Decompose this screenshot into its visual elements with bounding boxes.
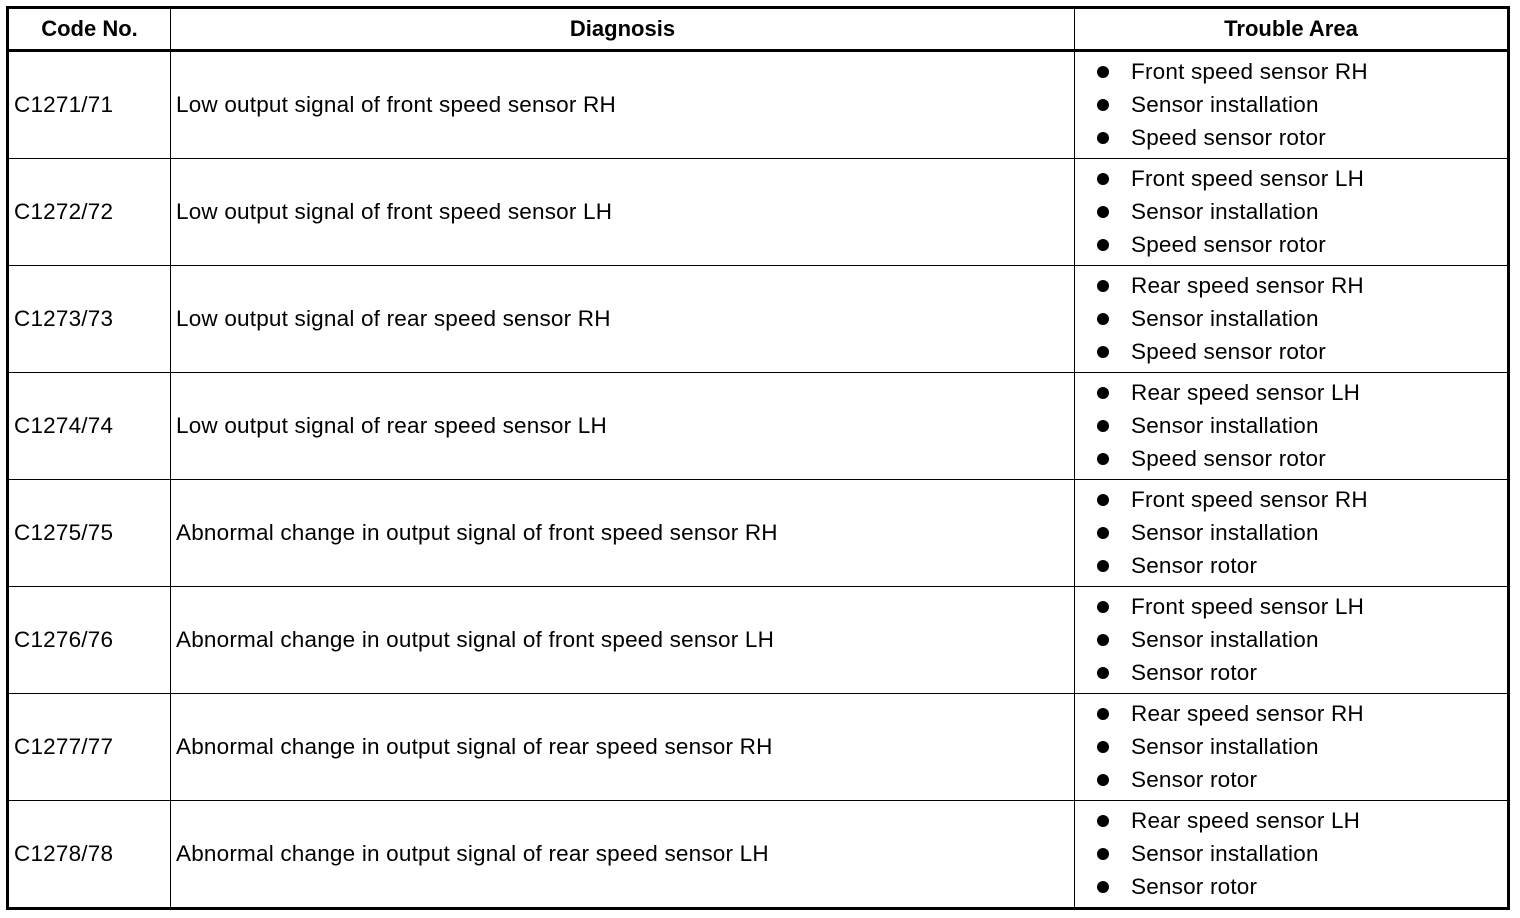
- trouble-area-list: [1097, 698, 1507, 797]
- bullet-icon: [1097, 527, 1109, 539]
- list-item: [1097, 122, 1507, 155]
- bullet-icon: [1097, 387, 1109, 399]
- trouble-area-label: Speed sensor rotor: [1131, 339, 1326, 364]
- table-row: [8, 51, 1509, 159]
- list-item: [1097, 196, 1507, 229]
- trouble-area-label: Sensor rotor: [1131, 874, 1258, 899]
- trouble-area-label: Front speed sensor RH: [1131, 487, 1368, 512]
- bullet-icon: [1097, 280, 1109, 292]
- trouble-area-label: Speed sensor rotor: [1131, 446, 1326, 471]
- list-item: [1097, 550, 1507, 583]
- trouble-area-label: Front speed sensor RH: [1131, 59, 1368, 84]
- code-cell: C1275/75: [8, 480, 171, 587]
- list-item: [1097, 731, 1507, 764]
- list-item: [1097, 591, 1507, 624]
- trouble-area-label: Rear speed sensor LH: [1131, 380, 1361, 405]
- bullet-icon: [1097, 848, 1109, 860]
- bullet-icon: [1097, 741, 1109, 753]
- header-diagnosis: Diagnosis: [171, 8, 1075, 51]
- code-cell: C1278/78: [8, 801, 171, 909]
- bullet-icon: [1097, 560, 1109, 572]
- trouble-area-cell: [1075, 159, 1509, 266]
- bullet-icon: [1097, 634, 1109, 646]
- list-item: [1097, 336, 1507, 369]
- trouble-area-label: Front speed sensor LH: [1131, 166, 1365, 191]
- list-item: [1097, 270, 1507, 303]
- bullet-icon: [1097, 494, 1109, 506]
- trouble-area-label: Sensor rotor: [1131, 553, 1258, 578]
- trouble-area-cell: [1075, 480, 1509, 587]
- code-cell: C1277/77: [8, 694, 171, 801]
- list-item: [1097, 229, 1507, 262]
- list-item: [1097, 624, 1507, 657]
- bullet-icon: [1097, 239, 1109, 251]
- trouble-area-label: Sensor installation: [1131, 199, 1319, 224]
- bullet-icon: [1097, 708, 1109, 720]
- bullet-icon: [1097, 206, 1109, 218]
- code-cell: C1276/76: [8, 587, 171, 694]
- list-item: [1097, 698, 1507, 731]
- bullet-icon: [1097, 453, 1109, 465]
- trouble-area-label: Speed sensor rotor: [1131, 232, 1326, 257]
- trouble-area-list: [1097, 591, 1507, 690]
- table-row: [8, 801, 1509, 909]
- trouble-area-cell: [1075, 51, 1509, 159]
- list-item: [1097, 377, 1507, 410]
- header-row: [8, 8, 1509, 51]
- trouble-area-label: Rear speed sensor LH: [1131, 808, 1361, 833]
- bullet-icon: [1097, 99, 1109, 111]
- trouble-area-label: Front speed sensor LH: [1131, 594, 1365, 619]
- diagnosis-cell: Low output signal of rear speed sensor RH: [171, 266, 1075, 373]
- trouble-area-label: Sensor installation: [1131, 413, 1319, 438]
- list-item: [1097, 484, 1507, 517]
- bullet-icon: [1097, 815, 1109, 827]
- table-row: [8, 587, 1509, 694]
- header-trouble-area: Trouble Area: [1075, 8, 1509, 51]
- code-cell: C1272/72: [8, 159, 171, 266]
- bullet-icon: [1097, 346, 1109, 358]
- code-cell: C1274/74: [8, 373, 171, 480]
- diagnosis-cell: Abnormal change in output signal of rear speed sensor RH: [171, 694, 1075, 801]
- bullet-icon: [1097, 420, 1109, 432]
- bullet-icon: [1097, 173, 1109, 185]
- list-item: [1097, 89, 1507, 122]
- trouble-area-label: Sensor installation: [1131, 92, 1319, 117]
- bullet-icon: [1097, 774, 1109, 786]
- list-item: [1097, 657, 1507, 690]
- diagnosis-cell: Abnormal change in output signal of front speed sensor RH: [171, 480, 1075, 587]
- table-body: [8, 51, 1509, 909]
- bullet-icon: [1097, 132, 1109, 144]
- trouble-area-label: Sensor installation: [1131, 306, 1319, 331]
- table-row: [8, 694, 1509, 801]
- table-row: [8, 266, 1509, 373]
- trouble-area-cell: [1075, 694, 1509, 801]
- table-row: [8, 159, 1509, 266]
- list-item: [1097, 838, 1507, 871]
- dtc-table: [6, 6, 1510, 910]
- trouble-area-label: Sensor installation: [1131, 841, 1319, 866]
- header-code: Code No.: [8, 8, 171, 51]
- bullet-icon: [1097, 601, 1109, 613]
- diagnosis-cell: Abnormal change in output signal of front speed sensor LH: [171, 587, 1075, 694]
- bullet-icon: [1097, 313, 1109, 325]
- trouble-area-label: Rear speed sensor RH: [1131, 701, 1364, 726]
- bullet-icon: [1097, 66, 1109, 78]
- diagnosis-cell: Low output signal of rear speed sensor LH: [171, 373, 1075, 480]
- table-row: [8, 480, 1509, 587]
- trouble-area-cell: [1075, 587, 1509, 694]
- trouble-area-list: [1097, 377, 1507, 476]
- list-item: [1097, 764, 1507, 797]
- bullet-icon: [1097, 667, 1109, 679]
- list-item: [1097, 410, 1507, 443]
- trouble-area-cell: [1075, 373, 1509, 480]
- trouble-area-label: Sensor installation: [1131, 520, 1319, 545]
- trouble-area-label: Sensor installation: [1131, 734, 1319, 759]
- table-row: [8, 373, 1509, 480]
- code-cell: C1273/73: [8, 266, 171, 373]
- diagnosis-cell: Abnormal change in output signal of rear speed sensor LH: [171, 801, 1075, 909]
- trouble-area-list: [1097, 163, 1507, 262]
- trouble-area-cell: [1075, 801, 1509, 909]
- list-item: [1097, 805, 1507, 838]
- list-item: [1097, 517, 1507, 550]
- trouble-area-cell: [1075, 266, 1509, 373]
- trouble-area-label: Speed sensor rotor: [1131, 125, 1326, 150]
- trouble-area-list: [1097, 484, 1507, 583]
- list-item: [1097, 163, 1507, 196]
- diagnosis-cell: Low output signal of front speed sensor LH: [171, 159, 1075, 266]
- trouble-area-list: [1097, 56, 1507, 155]
- list-item: [1097, 56, 1507, 89]
- list-item: [1097, 303, 1507, 336]
- diagnosis-cell: Low output signal of front speed sensor RH: [171, 51, 1075, 159]
- list-item: [1097, 871, 1507, 904]
- list-item: [1097, 443, 1507, 476]
- code-cell: C1271/71: [8, 51, 171, 159]
- trouble-area-label: Rear speed sensor RH: [1131, 273, 1364, 298]
- trouble-area-list: [1097, 270, 1507, 369]
- trouble-area-label: Sensor rotor: [1131, 660, 1258, 685]
- trouble-area-label: Sensor rotor: [1131, 767, 1258, 792]
- trouble-area-label: Sensor installation: [1131, 627, 1319, 652]
- trouble-area-list: [1097, 805, 1507, 904]
- bullet-icon: [1097, 881, 1109, 893]
